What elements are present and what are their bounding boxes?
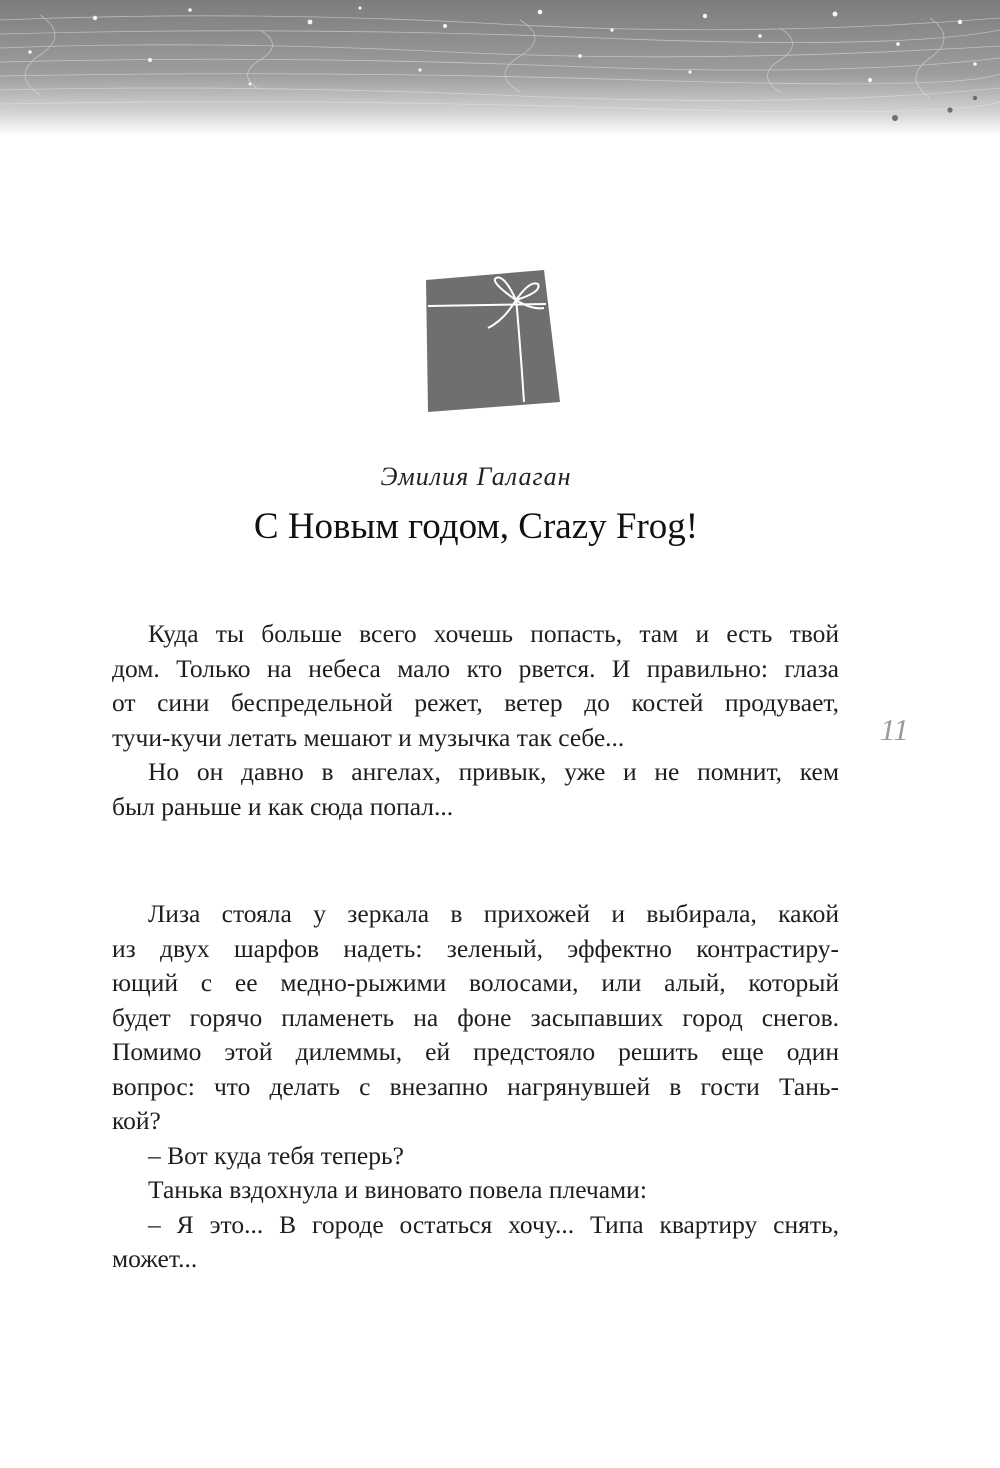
author-name: Эмилия Галаган (380, 462, 572, 491)
page-number: 11 (880, 712, 909, 747)
text-line: от сини беспредельной режет, ветер до костей продувает, (112, 688, 839, 717)
dialogue-line: – Вот куда тебя теперь? (148, 1140, 404, 1170)
text-line: дом. Только на небеса мало кто рвется. И правильно: глаза (112, 653, 839, 683)
dialogue-line: – Я это... В городе остаться хочу... Типа квартиру снять, (148, 1209, 839, 1239)
gift-box-icon (420, 262, 568, 420)
text-line: Но он давно в ангелах, привык, уже и не помнит, кем (148, 757, 839, 786)
prologue-block (112, 617, 839, 824)
snow-texture-band (0, 0, 1000, 135)
text-line: Помимо этой дилеммы, ей предстояло решить еще один (112, 1037, 839, 1066)
text-line: будет горячо пламенеть на фоне засыпавших город снегов. (112, 1002, 839, 1032)
text-line: Танька вздохнула и виновато повела плечами: (148, 1175, 647, 1204)
story-block (112, 897, 839, 1277)
text-line: кой? (112, 1106, 161, 1135)
text-line: вопрос: что делать с внезапно нагрянувшей в гости Тань- (112, 1071, 839, 1101)
text-line: был раньше и как сюда попал... (112, 791, 454, 821)
story-title: С Новым годом, Crazy Frog! (253, 506, 699, 547)
text-line: тучи-кучи летать мешают и музычка так себе... (112, 722, 625, 752)
text-line: Куда ты больше всего хочешь попасть, там и есть твой (148, 619, 839, 648)
text-line: из двух шарфов надеть: зеленый, эффектно контрастиру- (112, 933, 839, 963)
text-line: может... (112, 1244, 198, 1273)
text-line: ющий с ее медно-рыжими волосами, или алый, который (112, 968, 839, 997)
text-line: Лиза стояла у зеркала в прихожей и выбирала, какой (148, 899, 839, 928)
